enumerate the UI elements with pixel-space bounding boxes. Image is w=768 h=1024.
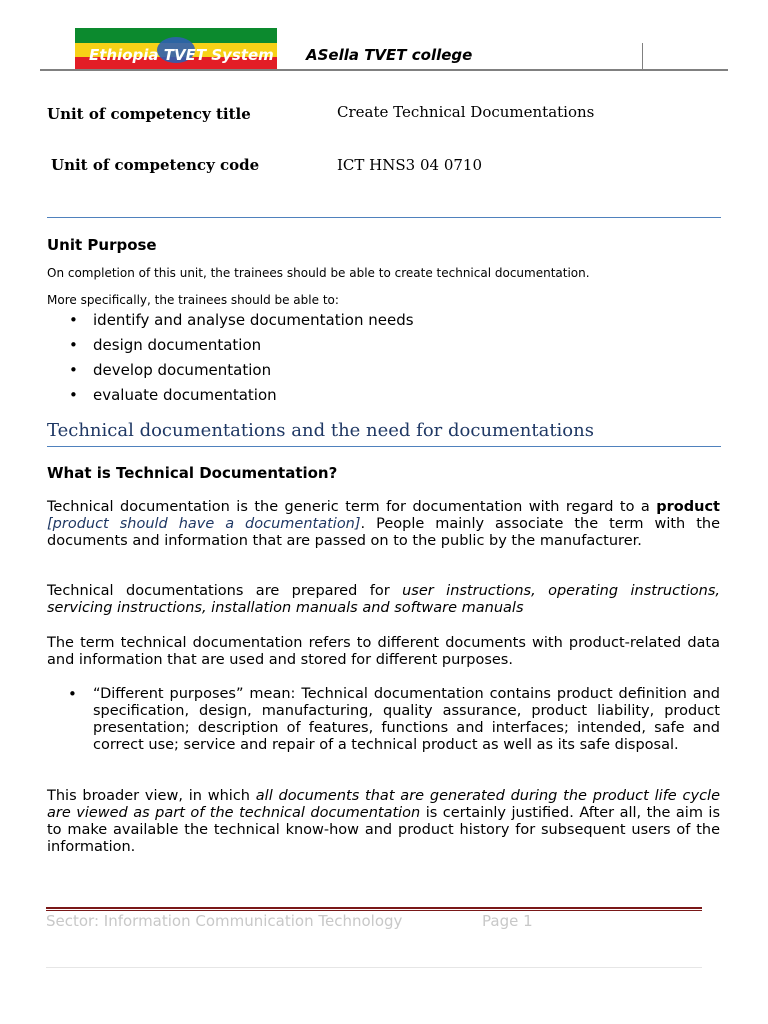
section-title-rule	[47, 446, 721, 447]
purpose-line-1: On completion of this unit, the trainees should be able to create technical documentation.	[47, 266, 590, 280]
college-name: ASella TVET college	[306, 46, 473, 64]
bullet-icon: •	[69, 336, 78, 354]
list-item: • evaluate documentation	[47, 383, 727, 408]
list-item: • design documentation	[47, 333, 727, 358]
footer-rule-thin	[46, 910, 702, 911]
footer-rule	[46, 907, 702, 909]
flag-text: Ethiopia TVET System	[89, 46, 274, 64]
bullet-icon: •	[69, 311, 78, 329]
footer-sector: Sector: Information Communication Technology	[46, 912, 403, 930]
bullet-icon: •	[68, 685, 77, 703]
competency-title-value: Create Technical Documentations	[337, 103, 595, 121]
header-divider	[642, 43, 643, 70]
footer-page-number: Page 1	[482, 912, 533, 930]
purpose-list	[47, 308, 727, 408]
different-purposes-bullet: “Different purposes” mean: Technical documentation contains product definition and specification, design, manufacturing, quality assurance, product liability, product presentation; description of features, functions and interfaces; intended, safe and correct use; service and repair of a technical product as well as its safe disposal.	[93, 686, 720, 753]
purpose-line-2: More specifically, the trainees should be able to:	[47, 293, 339, 307]
section-title: Technical documentations and the need for documentations	[47, 420, 594, 441]
competency-code-label: Unit of competency code	[51, 156, 260, 174]
section-divider	[47, 217, 721, 218]
header-rule	[40, 69, 728, 71]
bullet-icon: •	[69, 361, 78, 379]
paragraph-4: This broader view, in which all documents that are generated during the product life cycle are viewed as part of the technical documentation is certainly justified. After all, the aim is to make available the technical know-how and product history for subsequent users of the information.	[47, 788, 720, 855]
paragraph-2: Technical documentations are prepared for user instructions, operating instructions, servicing instructions, installation manuals and software manuals	[47, 583, 721, 616]
competency-code-value: ICT HNS3 04 0710	[337, 156, 482, 174]
list-item: • identify and analyse documentation needs	[47, 308, 727, 333]
ethiopia-flag-logo	[75, 28, 277, 71]
paragraph-3: The term technical documentation refers to different documents with product-related data and information that are used and stored for different purposes.	[47, 635, 720, 668]
product-note: [product should have a documentation]	[47, 516, 361, 532]
paragraph-1: Technical documentation is the generic term for documentation with regard to a product [product should have a documentation]. People mainly associate the term with the documents and information that are passed on to the public by the manufacturer.	[47, 499, 720, 549]
footer-bottom-rule	[46, 967, 702, 968]
bullet-icon: •	[69, 386, 78, 404]
unit-purpose-heading: Unit Purpose	[47, 236, 157, 254]
competency-title-label: Unit of competency title	[47, 105, 251, 123]
list-item: • develop documentation	[47, 358, 727, 383]
subheading: What is Technical Documentation?	[47, 464, 338, 482]
